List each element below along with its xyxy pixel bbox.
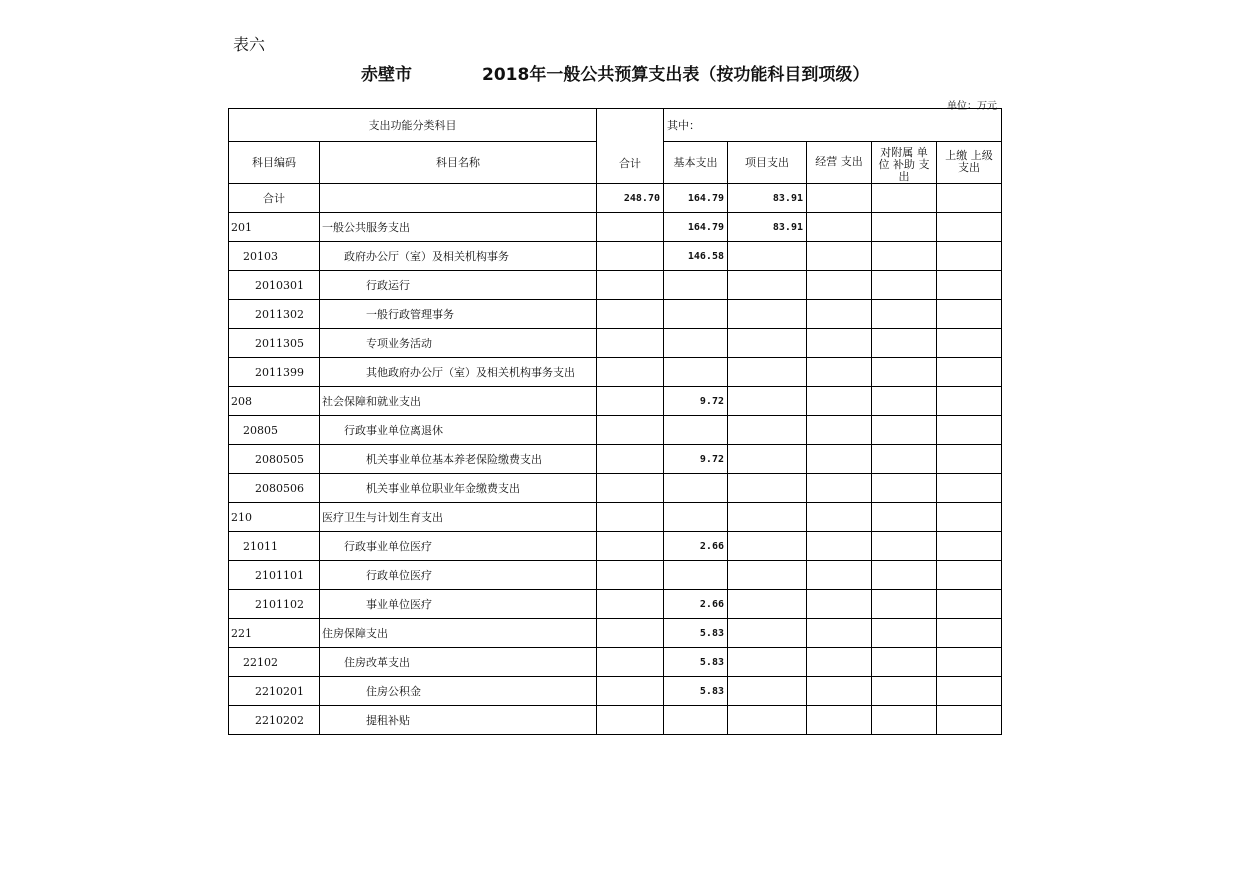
table-row (229, 329, 1002, 358)
table-row (229, 387, 1002, 416)
table-label: 表六 (233, 35, 266, 54)
row-project (728, 242, 807, 271)
row-basic (664, 358, 728, 387)
row-project (728, 416, 807, 445)
row-total (597, 677, 664, 706)
row-code: 2080506 (229, 474, 320, 503)
budget-table (228, 108, 1002, 735)
row-remit (937, 474, 1002, 503)
header-group-label: 支出功能分类科目 (229, 109, 597, 142)
row-operating (807, 416, 872, 445)
row-remit (937, 648, 1002, 677)
row-operating (807, 706, 872, 735)
row-subsidy (872, 416, 937, 445)
row-subsidy (872, 387, 937, 416)
row-total (597, 213, 664, 242)
row-project (728, 445, 807, 474)
row-operating (807, 213, 872, 242)
row-subsidy (872, 677, 937, 706)
row-basic: 5.83 (664, 619, 728, 648)
row-code: 21011 (229, 532, 320, 561)
row-remit (937, 532, 1002, 561)
row-operating (807, 358, 872, 387)
row-total (597, 358, 664, 387)
row-name: 机关事业单位职业年金缴费支出 (320, 474, 597, 503)
row-subsidy (872, 706, 937, 735)
table-row (229, 706, 1002, 735)
table-row (229, 300, 1002, 329)
row-subsidy (872, 445, 937, 474)
row-total (597, 648, 664, 677)
row-project (728, 648, 807, 677)
row-project (728, 590, 807, 619)
row-name: 机关事业单位基本养老保险缴费支出 (320, 445, 597, 474)
table-title: 2018年一般公共预算支出表（按功能科目到项级） (482, 65, 870, 85)
row-project (728, 271, 807, 300)
row-total (597, 619, 664, 648)
row-name: 其他政府办公厅（室）及相关机构事务支出 (320, 358, 597, 387)
row-remit (937, 561, 1002, 590)
row-subsidy (872, 329, 937, 358)
table-row (229, 242, 1002, 271)
row-basic: 9.72 (664, 387, 728, 416)
row-subsidy (872, 271, 937, 300)
row-remit (937, 242, 1002, 271)
row-code: 221 (229, 619, 320, 648)
header-operating: 经营 支出 (807, 141, 872, 183)
row-basic: 9.72 (664, 445, 728, 474)
row-remit (937, 329, 1002, 358)
row-basic: 164.79 (664, 213, 728, 242)
row-remit (937, 619, 1002, 648)
row-name: 政府办公厅（室）及相关机构事务 (320, 242, 597, 271)
row-operating (807, 590, 872, 619)
total-subsidy (872, 184, 937, 213)
table-row (229, 532, 1002, 561)
header-of-which: 其中： (664, 109, 1002, 142)
row-total (597, 532, 664, 561)
row-basic (664, 706, 728, 735)
table-row (229, 677, 1002, 706)
row-operating (807, 503, 872, 532)
row-name: 提租补贴 (320, 706, 597, 735)
total-name-cell (320, 184, 597, 213)
row-code: 210 (229, 503, 320, 532)
total-project: 83.91 (728, 184, 807, 213)
row-subsidy (872, 648, 937, 677)
row-subsidy (872, 532, 937, 561)
row-total (597, 706, 664, 735)
row-total (597, 300, 664, 329)
row-subsidy (872, 590, 937, 619)
table-row (229, 561, 1002, 590)
row-basic (664, 300, 728, 329)
row-subsidy (872, 474, 937, 503)
row-project (728, 706, 807, 735)
row-basic (664, 416, 728, 445)
row-remit (937, 677, 1002, 706)
row-basic: 5.83 (664, 648, 728, 677)
row-operating (807, 445, 872, 474)
row-code: 22102 (229, 648, 320, 677)
row-operating (807, 677, 872, 706)
row-name: 行政运行 (320, 271, 597, 300)
row-basic (664, 329, 728, 358)
row-basic (664, 503, 728, 532)
total-total: 248.70 (597, 184, 664, 213)
row-code: 2101102 (229, 590, 320, 619)
row-total (597, 590, 664, 619)
row-code: 20805 (229, 416, 320, 445)
row-subsidy (872, 358, 937, 387)
row-basic: 5.83 (664, 677, 728, 706)
row-subsidy (872, 619, 937, 648)
table-row (229, 474, 1002, 503)
row-name: 一般行政管理事务 (320, 300, 597, 329)
row-name: 行政事业单位医疗 (320, 532, 597, 561)
unit-label: 单位：万元 (947, 101, 997, 112)
row-total (597, 416, 664, 445)
row-code: 2210202 (229, 706, 320, 735)
row-remit (937, 387, 1002, 416)
row-remit (937, 590, 1002, 619)
row-code: 2011399 (229, 358, 320, 387)
row-code: 2080505 (229, 445, 320, 474)
row-code: 2010301 (229, 271, 320, 300)
table-row (229, 416, 1002, 445)
row-name: 住房改革支出 (320, 648, 597, 677)
row-project (728, 300, 807, 329)
row-code: 2101101 (229, 561, 320, 590)
row-total (597, 329, 664, 358)
total-basic: 164.79 (664, 184, 728, 213)
row-total (597, 271, 664, 300)
header-name: 科目名称 (320, 141, 597, 183)
row-code: 208 (229, 387, 320, 416)
header-remit: 上缴 上级 支出 (937, 141, 1002, 183)
row-total (597, 503, 664, 532)
row-operating (807, 387, 872, 416)
row-operating (807, 474, 872, 503)
row-code: 201 (229, 213, 320, 242)
row-project (728, 358, 807, 387)
row-operating (807, 271, 872, 300)
row-name: 行政事业单位离退休 (320, 416, 597, 445)
row-project (728, 329, 807, 358)
row-name: 住房保障支出 (320, 619, 597, 648)
header-subsidy: 对附属 单位 补助 支出 (872, 141, 937, 183)
row-basic (664, 561, 728, 590)
row-remit (937, 300, 1002, 329)
table-row (229, 445, 1002, 474)
table-row (229, 590, 1002, 619)
row-total (597, 387, 664, 416)
table-row (229, 619, 1002, 648)
region-name: 赤壁市 (361, 65, 412, 85)
row-code: 2210201 (229, 677, 320, 706)
total-row (229, 184, 1002, 213)
table-row (229, 648, 1002, 677)
row-subsidy (872, 561, 937, 590)
row-project (728, 619, 807, 648)
row-basic: 2.66 (664, 532, 728, 561)
row-subsidy (872, 242, 937, 271)
row-project: 83.91 (728, 213, 807, 242)
row-remit (937, 358, 1002, 387)
row-basic: 146.58 (664, 242, 728, 271)
header-row-1 (229, 109, 1002, 142)
row-remit (937, 503, 1002, 532)
row-name: 住房公积金 (320, 677, 597, 706)
total-operating (807, 184, 872, 213)
row-subsidy (872, 503, 937, 532)
row-code: 2011305 (229, 329, 320, 358)
row-basic (664, 271, 728, 300)
row-remit (937, 271, 1002, 300)
table-row (229, 271, 1002, 300)
row-basic: 2.66 (664, 590, 728, 619)
row-operating (807, 561, 872, 590)
row-name: 专项业务活动 (320, 329, 597, 358)
row-remit (937, 706, 1002, 735)
row-remit (937, 416, 1002, 445)
row-total (597, 242, 664, 271)
table-row (229, 358, 1002, 387)
row-project (728, 474, 807, 503)
row-subsidy (872, 213, 937, 242)
row-remit (937, 213, 1002, 242)
row-project (728, 561, 807, 590)
total-label: 合计 (229, 184, 320, 213)
row-name: 医疗卫生与计划生育支出 (320, 503, 597, 532)
row-code: 2011302 (229, 300, 320, 329)
row-operating (807, 242, 872, 271)
row-operating (807, 648, 872, 677)
header-total: 合计 (597, 109, 664, 184)
row-operating (807, 532, 872, 561)
row-remit (937, 445, 1002, 474)
total-remit (937, 184, 1002, 213)
table-row (229, 213, 1002, 242)
row-project (728, 677, 807, 706)
row-total (597, 445, 664, 474)
header-code: 科目编码 (229, 141, 320, 183)
header-project: 项目支出 (728, 141, 807, 183)
row-operating (807, 329, 872, 358)
row-code: 20103 (229, 242, 320, 271)
header-basic: 基本支出 (664, 141, 728, 183)
row-name: 社会保障和就业支出 (320, 387, 597, 416)
row-project (728, 503, 807, 532)
row-subsidy (872, 300, 937, 329)
row-project (728, 387, 807, 416)
row-name: 事业单位医疗 (320, 590, 597, 619)
row-total (597, 561, 664, 590)
row-total (597, 474, 664, 503)
table-row (229, 503, 1002, 532)
row-project (728, 532, 807, 561)
row-name: 行政单位医疗 (320, 561, 597, 590)
row-operating (807, 300, 872, 329)
row-basic (664, 474, 728, 503)
row-name: 一般公共服务支出 (320, 213, 597, 242)
row-operating (807, 619, 872, 648)
